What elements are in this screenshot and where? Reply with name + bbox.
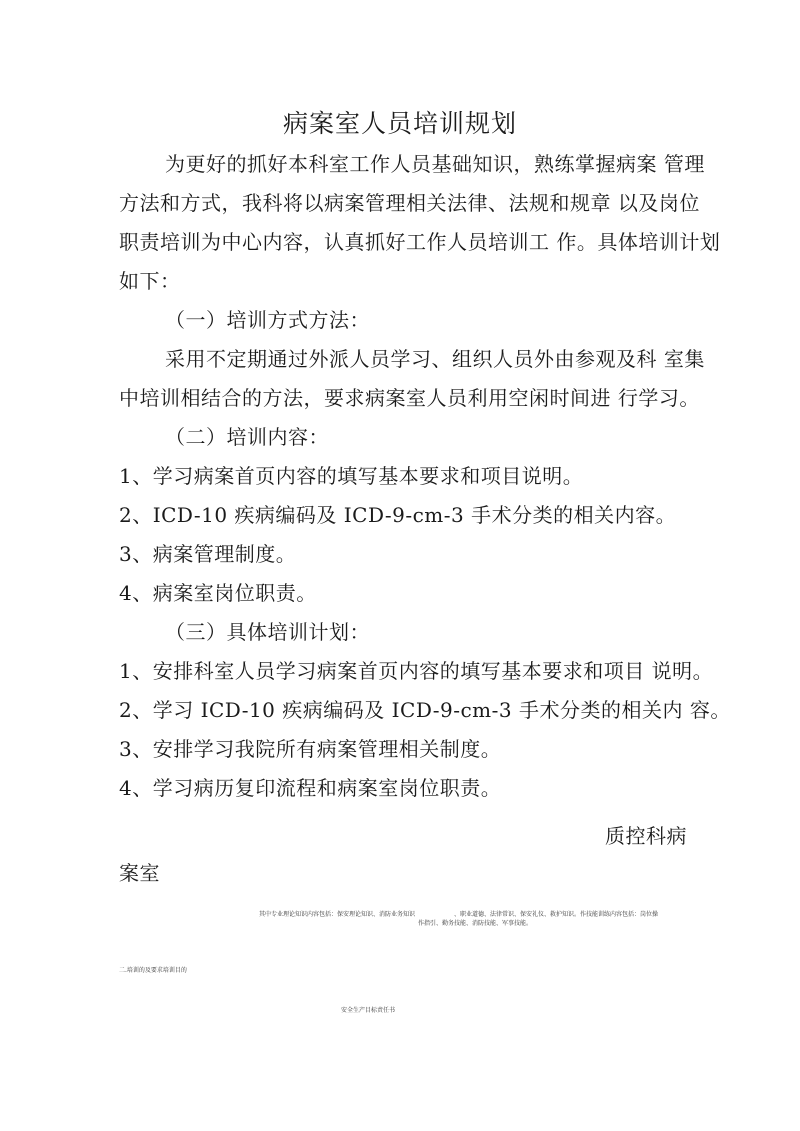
list-item: 1、学习病案首页内容的填写基本要求和项目说明。 (119, 464, 584, 488)
footnote-line: 作指引、勤务技能、消防技能、军事技能。 (418, 920, 533, 927)
section-heading: （一）培训方式方法： (165, 308, 370, 332)
list-item: 3、安排学习我院所有病案管理相关制度。 (119, 737, 502, 761)
document-title: 病案室人员培训规划 (282, 109, 517, 138)
list-item: 2、ICD-10 疾病编码及 ICD-9-cm-3 手术分类的相关内容。 (119, 503, 677, 527)
footnote-line: 安全生产目标责任书 (341, 1007, 396, 1014)
intro-line-4: 如下： (119, 269, 181, 293)
list-item: 4、学习病历复印流程和病案室岗位职责。 (119, 776, 502, 800)
footnote-line: 二.培训的及要求培训目的 (119, 967, 187, 974)
footnote-line: 其中专业理论知识内容包括：保安理论知识、消防业务知识 (259, 911, 416, 918)
list-item: 3、病案管理制度。 (119, 542, 297, 566)
intro-line-1: 为更好的抓好本科室工作人员基础知识，熟练掌握病案 管理 (165, 152, 705, 176)
paragraph-line: 采用不定期通过外派人员学习、组织人员外由参观及科 室集 (165, 347, 705, 371)
intro-line-3: 职责培训为中心内容，认真抓好工作人员培训工 作。具体培训计划 (119, 230, 721, 254)
intro-line-2: 方法和方式，我科将以病案管理相关法律、法规和规章 以及岗位 (119, 191, 700, 215)
signature-line-2: 案室 (119, 861, 160, 885)
list-item: 2、学习 ICD-10 疾病编码及 ICD-9-cm-3 手术分类的相关内 容。 (119, 698, 731, 722)
list-item: 4、病案室岗位职责。 (119, 581, 317, 605)
section-heading: （三）具体培训计划： (165, 620, 370, 644)
section-heading: （二）培训内容： (165, 425, 329, 449)
list-item: 1、安排科室人员学习病案首页内容的填写基本要求和项目 说明。 (119, 659, 714, 683)
paragraph-line: 中培训相结合的方法，要求病案室人员利用空闲时间进 行学习。 (119, 386, 700, 410)
signature-line-1: 质控科病 (605, 824, 687, 848)
footnote-line: 、职业道德、法律常识、保安礼仪、救护知识。作技能训练内容包括：岗位操 (454, 911, 659, 918)
